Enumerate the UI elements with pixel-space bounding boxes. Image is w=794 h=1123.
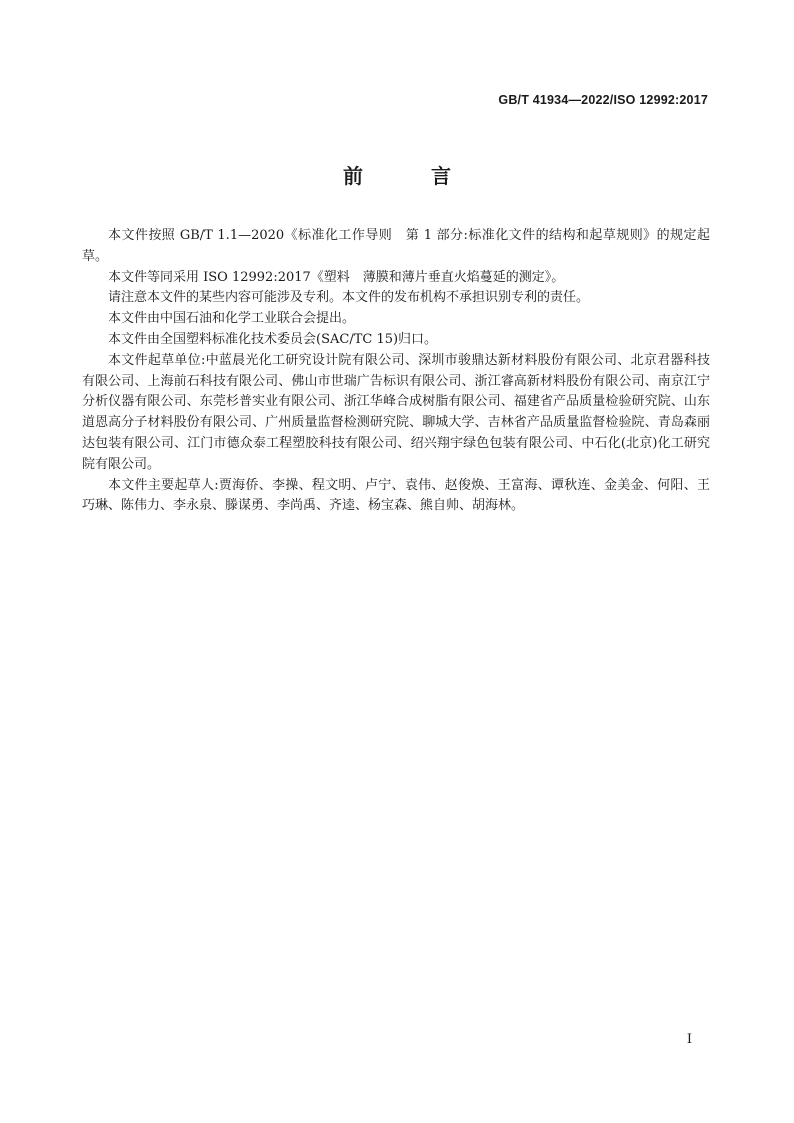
paragraph-patent-notice: 请注意本文件的某些内容可能涉及专利。本文件的发布机构不承担识别专利的责任。	[108, 290, 590, 306]
page-number: I	[686, 1032, 692, 1047]
page-title: 前 言	[343, 164, 475, 188]
foreword-body	[82, 226, 710, 517]
paragraph-committee: 本文件由全国塑料标准化技术委员会(SAC/TC 15)归口。	[108, 331, 438, 347]
paragraph-adoption: 本文件等同采用 ISO 12992:2017《塑料 薄膜和薄片垂直火焰蔓延的测定》。	[108, 269, 565, 285]
paragraph-proposer: 本文件由中国石油和化学工业联合会提出。	[108, 311, 356, 327]
paragraph-drafters: 本文件主要起草人:贾海侨、李操、程文明、卢宁、袁伟、赵俊焕、王富海、谭秋连、金美金、何阳、王巧琳、陈伟力、李永泉、滕谋勇、李尚禹、齐逵、杨宝森、熊自帅、胡海林。	[82, 477, 710, 514]
paragraph-drafting-organizations: 本文件起草单位:中蓝晨光化工研究设计院有限公司、深圳市骏鼎达新材料股份有限公司、北京君器科技有限公司、上海前石科技有限公司、佛山市世瑞广告标识有限公司、浙江睿高新材料股份有限公司、南京江宁分析仪器有限公司、东莞杉普实业有限公司、浙江华峰合成树脂有限公司、福建省产品质量检验研究院、山东道恩高分子材料股份有限公司、广州质量监督检测研究院、聊城大学、吉林省产品质量监督检验院、青岛森丽达包装有限公司、江门市德众泰工程塑胶科技有限公司、绍兴翔宇绿色包装有限公司、中石化(北京)化工研究院有限公司。	[82, 352, 710, 472]
standard-code: GB/T 41934—2022/ISO 12992:2017	[498, 93, 708, 107]
paragraph-drafting-rules: 本文件按照 GB/T 1.1—2020《标准化工作导则 第 1 部分:标准化文件的结构和起草规则》的规定起草。	[82, 228, 710, 264]
